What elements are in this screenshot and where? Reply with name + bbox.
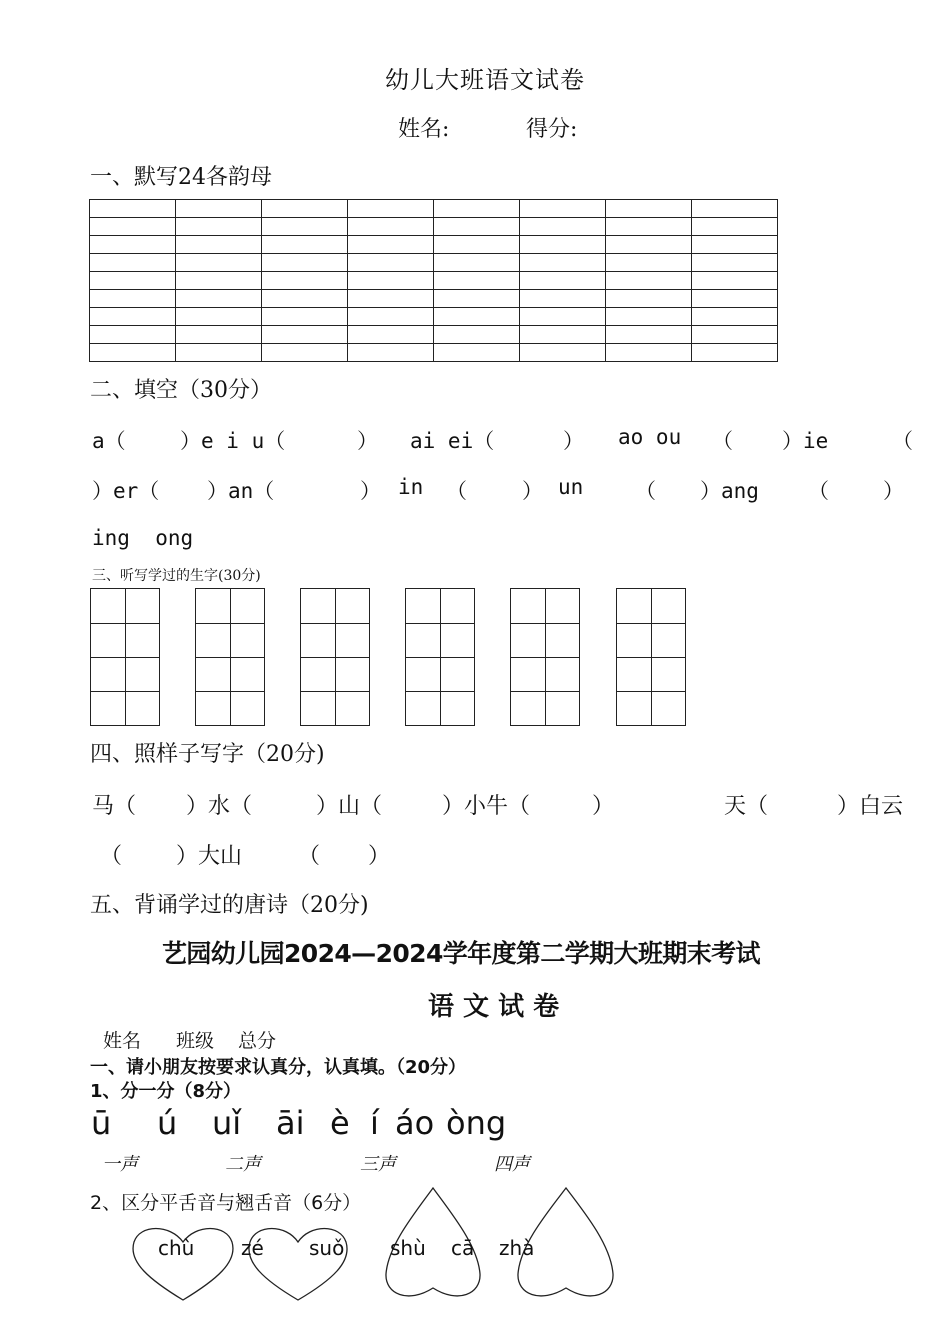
grid-cell[interactable]	[520, 344, 606, 362]
grid-cell[interactable]	[90, 200, 176, 218]
grid-cell[interactable]	[434, 218, 520, 236]
fill-text: （	[892, 429, 913, 453]
fill-text: ）	[563, 429, 584, 453]
write-text: （	[100, 844, 123, 869]
fill-text: （	[635, 479, 656, 503]
fill-text: ai ei（	[410, 429, 495, 453]
box-divider	[301, 623, 369, 624]
grid-cell[interactable]	[692, 254, 778, 272]
grid-cell[interactable]	[348, 236, 434, 254]
grid-cell[interactable]	[348, 290, 434, 308]
grid-cell[interactable]	[176, 254, 262, 272]
info-class: 班级	[176, 1030, 215, 1052]
grid-cell[interactable]	[90, 218, 176, 236]
pinyin-item: ú	[157, 1104, 178, 1142]
box-divider	[91, 657, 159, 658]
write-text: ）大山	[176, 844, 243, 869]
score-label: 得分:	[526, 117, 578, 142]
grid-row	[90, 344, 778, 362]
heart-pinyin-item: suǒ	[309, 1236, 345, 1260]
vowel-writing-grid[interactable]	[89, 199, 778, 362]
character-box[interactable]	[616, 588, 686, 726]
grid-cell[interactable]	[262, 254, 348, 272]
grid-cell[interactable]	[176, 236, 262, 254]
grid-cell[interactable]	[176, 344, 262, 362]
question-2-heading: 2、区分平舌音与翘舌音（6分）	[90, 1192, 362, 1214]
grid-cell[interactable]	[692, 326, 778, 344]
grid-cell[interactable]	[434, 326, 520, 344]
exam2-subtitle: 语 文 试 卷	[428, 992, 560, 1022]
grid-cell[interactable]	[348, 308, 434, 326]
grid-cell[interactable]	[606, 200, 692, 218]
section-3-heading: 三、听写学过的生字(30分)	[92, 568, 261, 584]
grid-cell[interactable]	[348, 344, 434, 362]
fill-line-3: ing ong	[92, 526, 194, 550]
grid-cell[interactable]	[692, 200, 778, 218]
grid-cell[interactable]	[606, 326, 692, 344]
info-name: 姓名	[103, 1030, 142, 1052]
character-box[interactable]	[510, 588, 580, 726]
grid-cell[interactable]	[434, 290, 520, 308]
part-1-heading: 一、请小朋友按要求认真分，认真填。（20分）	[90, 1057, 467, 1078]
box-divider	[196, 623, 264, 624]
grid-row	[90, 236, 778, 254]
grid-cell[interactable]	[692, 272, 778, 290]
character-box[interactable]	[90, 588, 160, 726]
grid-cell[interactable]	[520, 218, 606, 236]
box-divider	[301, 657, 369, 658]
write-text: 天（	[724, 794, 769, 819]
box-divider	[196, 657, 264, 658]
grid-cell[interactable]	[262, 290, 348, 308]
heart-pinyin-item: cā	[451, 1236, 475, 1260]
write-text: ）山（	[316, 794, 383, 819]
fill-text: （	[712, 429, 733, 453]
grid-cell[interactable]	[434, 254, 520, 272]
write-text: （	[298, 844, 321, 869]
grid-cell[interactable]	[606, 344, 692, 362]
pinyin-item: è	[330, 1104, 350, 1142]
section-4-heading: 四、照样子写字（20分)	[90, 742, 325, 767]
exam-title: 幼儿大班语文试卷	[385, 66, 585, 94]
grid-cell[interactable]	[692, 218, 778, 236]
write-text: ）白云	[837, 794, 904, 819]
fill-text: ）an（	[207, 479, 275, 503]
box-divider	[91, 623, 159, 624]
fill-text: ）e i u（	[180, 429, 286, 453]
grid-row	[90, 308, 778, 326]
fill-text: ）	[357, 429, 378, 453]
fill-text: （	[808, 479, 829, 503]
box-divider	[511, 657, 579, 658]
section-1-heading: 一、默写24各韵母	[90, 165, 272, 190]
fill-text: ）er（	[92, 479, 160, 503]
grid-cell[interactable]	[348, 254, 434, 272]
grid-cell[interactable]	[434, 200, 520, 218]
grid-cell[interactable]	[348, 272, 434, 290]
character-box[interactable]	[405, 588, 475, 726]
write-text: 马（	[92, 794, 137, 819]
pinyin-item: āi	[276, 1104, 305, 1142]
pinyin-item: ū	[91, 1104, 112, 1142]
grid-cell[interactable]	[262, 308, 348, 326]
pinyin-item: uǐ	[212, 1104, 242, 1142]
grid-cell[interactable]	[606, 272, 692, 290]
box-divider	[406, 657, 474, 658]
grid-row	[90, 200, 778, 218]
write-text: ）	[592, 794, 615, 819]
grid-cell[interactable]	[692, 344, 778, 362]
grid-cell[interactable]	[176, 326, 262, 344]
grid-cell[interactable]	[90, 308, 176, 326]
fill-text: ）	[360, 479, 381, 503]
tone-label: 一声	[102, 1154, 138, 1175]
grid-row	[90, 290, 778, 308]
grid-cell[interactable]	[176, 272, 262, 290]
section-2-heading: 二、填空（30分）	[90, 378, 272, 403]
grid-cell[interactable]	[90, 272, 176, 290]
grid-cell[interactable]	[176, 218, 262, 236]
tone-label: 三声	[360, 1154, 396, 1175]
grid-cell[interactable]	[520, 200, 606, 218]
heart-pinyin-item: chù	[158, 1236, 195, 1260]
grid-cell[interactable]	[692, 290, 778, 308]
fill-text: un	[558, 475, 584, 499]
grid-row	[90, 272, 778, 290]
box-divider	[511, 691, 579, 692]
question-1-heading: 1、分一分（8分）	[90, 1081, 242, 1102]
grid-cell[interactable]	[692, 308, 778, 326]
grid-cell[interactable]	[348, 218, 434, 236]
box-divider	[301, 691, 369, 692]
grid-cell[interactable]	[606, 290, 692, 308]
grid-cell[interactable]	[520, 308, 606, 326]
heart-pinyin-item: zhà	[499, 1236, 535, 1260]
grid-cell[interactable]	[176, 200, 262, 218]
write-text: ）	[368, 844, 391, 869]
grid-cell[interactable]	[262, 200, 348, 218]
grid-cell[interactable]	[520, 326, 606, 344]
fill-text: ）ang	[700, 479, 759, 503]
grid-cell[interactable]	[176, 290, 262, 308]
fill-text: （	[446, 479, 467, 503]
grid-cell[interactable]	[90, 326, 176, 344]
pinyin-item: áo	[395, 1104, 435, 1142]
grid-cell[interactable]	[434, 308, 520, 326]
grid-cell[interactable]	[262, 236, 348, 254]
grid-cell[interactable]	[434, 272, 520, 290]
grid-cell[interactable]	[520, 290, 606, 308]
grid-cell[interactable]	[348, 326, 434, 344]
box-divider	[511, 623, 579, 624]
grid-cell[interactable]	[606, 254, 692, 272]
grid-cell[interactable]	[434, 344, 520, 362]
grid-cell[interactable]	[606, 236, 692, 254]
grid-cell[interactable]	[90, 344, 176, 362]
box-divider	[617, 691, 685, 692]
grid-cell[interactable]	[692, 236, 778, 254]
grid-cell[interactable]	[434, 236, 520, 254]
grid-cell[interactable]	[176, 308, 262, 326]
grid-cell[interactable]	[606, 308, 692, 326]
name-label: 姓名:	[398, 117, 450, 142]
grid-cell[interactable]	[520, 254, 606, 272]
grid-cell[interactable]	[520, 272, 606, 290]
heart-pinyin-item: shù	[390, 1236, 426, 1260]
grid-cell[interactable]	[90, 290, 176, 308]
fill-text: ao ou	[618, 425, 682, 449]
grid-cell[interactable]	[520, 236, 606, 254]
grid-cell[interactable]	[262, 344, 348, 362]
box-divider	[406, 623, 474, 624]
grid-row	[90, 254, 778, 272]
box-divider	[406, 691, 474, 692]
fill-text: a（	[92, 429, 126, 453]
grid-cell[interactable]	[262, 218, 348, 236]
character-box[interactable]	[195, 588, 265, 726]
pinyin-item: òng	[446, 1104, 507, 1142]
grid-cell[interactable]	[606, 218, 692, 236]
character-box[interactable]	[300, 588, 370, 726]
grid-cell[interactable]	[348, 200, 434, 218]
fill-text: ）	[883, 479, 904, 503]
info-total: 总分	[238, 1030, 277, 1052]
grid-row	[90, 218, 778, 236]
heart-pinyin-item: zé	[241, 1236, 264, 1260]
write-text: ）水（	[186, 794, 253, 819]
box-divider	[617, 657, 685, 658]
fill-text: ）ie	[782, 429, 829, 453]
pinyin-item: í	[370, 1104, 379, 1142]
grid-row	[90, 326, 778, 344]
write-text: ）小牛（	[442, 794, 531, 819]
grid-cell[interactable]	[90, 254, 176, 272]
box-divider	[617, 623, 685, 624]
heart-shapes	[0, 1184, 950, 1344]
grid-cell[interactable]	[90, 236, 176, 254]
box-divider	[91, 691, 159, 692]
tone-label: 四声	[494, 1154, 530, 1175]
box-divider	[196, 691, 264, 692]
tone-label: 二声	[225, 1154, 261, 1175]
fill-text: ）	[522, 479, 543, 503]
grid-cell[interactable]	[262, 326, 348, 344]
section-5-heading: 五、背诵学过的唐诗（20分)	[90, 893, 369, 918]
exam2-title: 艺园幼儿园2024—2024学年度第二学期大班期末考试	[162, 939, 760, 968]
grid-cell[interactable]	[262, 272, 348, 290]
fill-text: in	[398, 475, 424, 499]
